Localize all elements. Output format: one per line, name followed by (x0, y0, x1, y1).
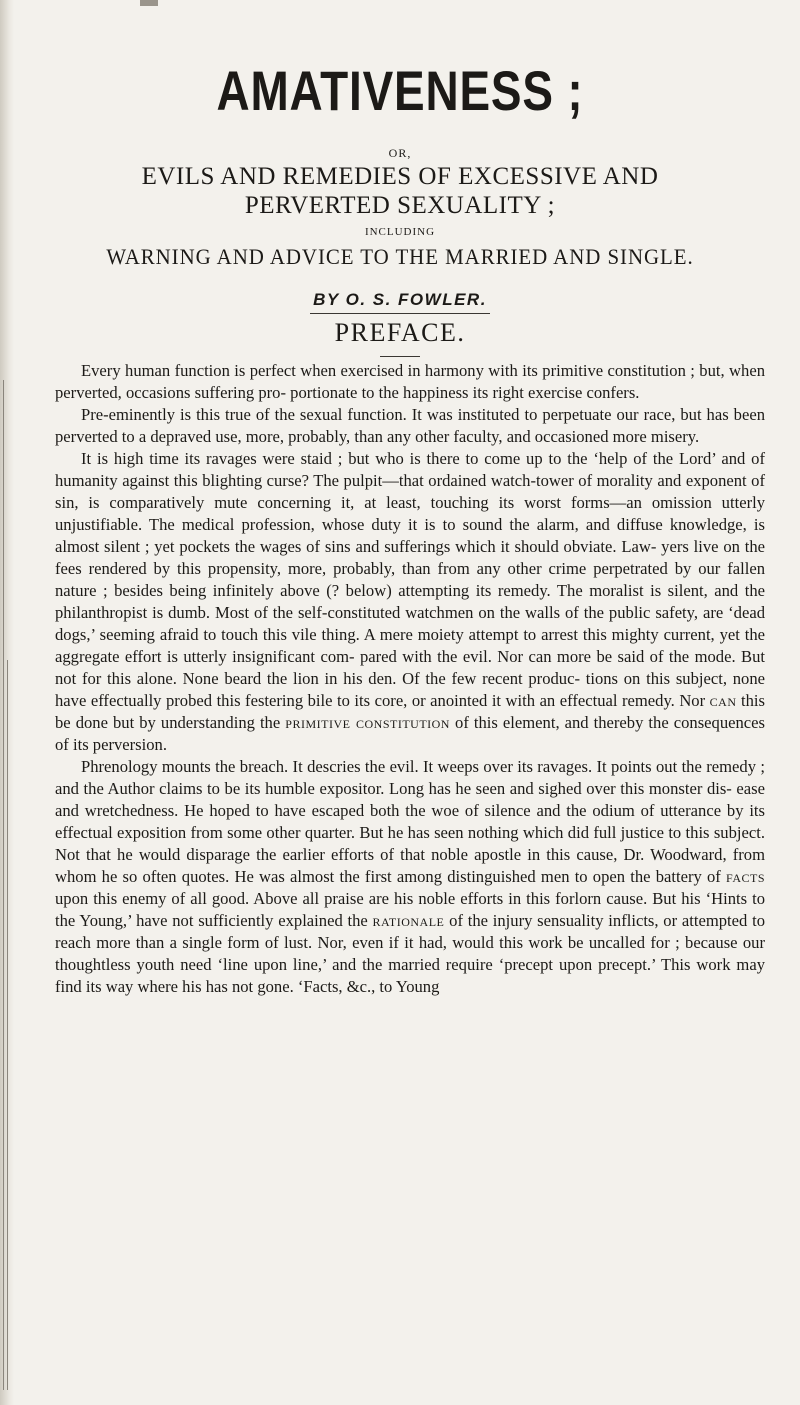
including-label: INCLUDING (364, 226, 436, 238)
subtitle-line: EVILS AND REMEDIES OF EXCESSIVE AND (141, 163, 659, 190)
divider-rule (380, 356, 420, 357)
paragraph: Phrenology mounts the breach. It descries the evil. It weeps over its ravages. It points out the remedy ; and the Author claims to be its humble expositor. Long has he seen and sighed over this monster dis- ease and wretchedness. He hoped to have escaped both the woe of silence and the odium of utterance by its effectual exposition from some other quarter. But he has seen nothing which did full justice to this subject. Not that he would disparage the earlier efforts of that noble apostle in this cause, Dr. Woodward, from whom he so often quotes. He was almost the first among distinguished men to open the battery of facts upon this enemy of all good. Above all praise are his noble efforts in this forlorn cause. But his ‘Hints to the Young,’ have not sufficiently explained the rationale of the injury sensuality inflicts, or attempted to reach more than a single form of lust. Nor, even if it had, would this work be uncalled for ; because our thoughtless youth need ‘line upon line,’ and the married require ‘precept upon precept.’ This work may find its way where his has not gone. ‘Facts, &c., to Young (55, 757, 765, 996)
page-edge-line (3, 380, 4, 1390)
preface-body (55, 360, 765, 998)
preface-heading: PREFACE. (334, 318, 466, 347)
warning-line: WARNING AND ADVICE TO THE MARRIED AND SINGLE. (106, 244, 694, 269)
paragraph: Every human function is perfect when exercised in harmony with its primitive constitution ; but, when perverted, occasions suffering pro- portionate to the happiness its right exercise confers. (55, 361, 765, 402)
subtitle-line: PERVERTED SEXUALITY ; (244, 192, 556, 219)
divider-rule (310, 313, 490, 314)
author-byline: BY O. S. FOWLER. (313, 290, 487, 309)
binding-mark (140, 0, 158, 6)
paragraph: Pre-eminently is this true of the sexual function. It was instituted to perpetuate our race, but has been perverted to a depraved use, more, probably, than any other faculty, and occasioned more misery. (55, 405, 765, 446)
paragraph: It is high time its ravages were staid ; but who is there to come up to the ‘help of the Lord’ and of humanity against this blighting curse? The pulpit—that ordained watch-tower of morality and exponent of sin, is comparatively mute concerning it, at least, touching its worst forms—an omission utterly unjustifiable. The medical profession, whose duty it is to sound the alarm, and diffuse knowledge, is almost silent ; yet pockets the wages of sins and sufferings which it should obviate. Law- yers live on the fees rendered by this propensity, more, probably, than from any other crime perpetrated by our fallen nature ; besides being infinitely above (? below) attempting its remedy. The moralist is silent, and the philanthropist is dumb. Most of the self-constituted watchmen on the walls of the public safety, are ‘dead dogs,’ seeming afraid to touch this vile thing. A mere moiety attempt to arrest this mighty current, yet the aggregate effort is utterly insignificant com- pared with the evil. Nor can more be said of the mode. But not for this alone. None beard the lion in his den. Of the few recent produc- tions on this subject, none have effectually probed this festering bile to its core, or anointed it with an effectual remedy. Nor can this be done but by understanding the primitive constitution of this element, and thereby the consequences of its perversion. (55, 449, 765, 754)
page-edge-line (7, 660, 8, 1390)
title-conjunction: OR, (388, 146, 412, 160)
book-subtitle (0, 162, 800, 220)
book-title: AMATIVENESS ; (216, 59, 584, 122)
